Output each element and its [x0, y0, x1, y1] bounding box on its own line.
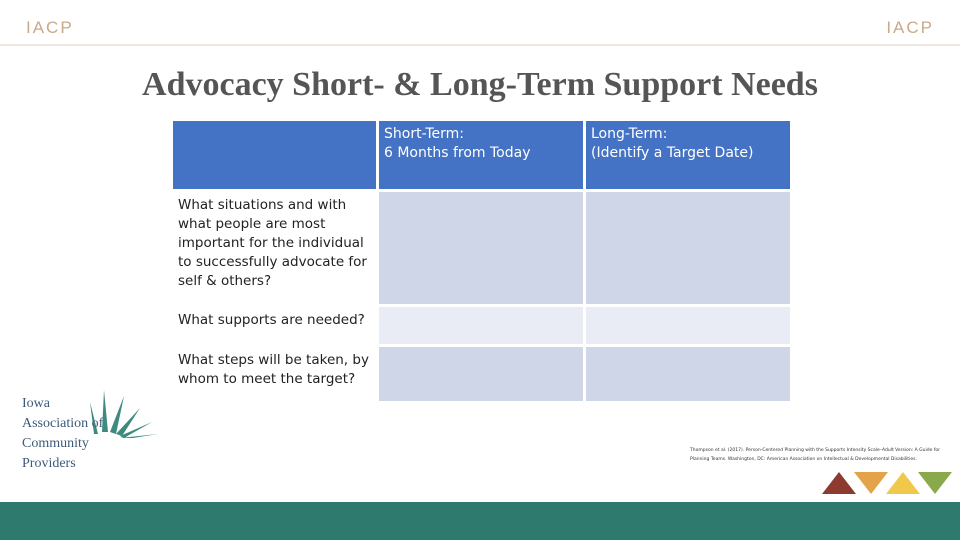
- table-header-row: [173, 121, 790, 189]
- header-long-term-text: Long-Term: (Identify a Target Date): [591, 126, 754, 161]
- citation-text: Thompson et al. (2017). Person-Centered Planning with the Supports Intensity Scale–Adult Version: A Guide for Planning Teams. Washington, DC: American Association on Intellectual & Developmental Disabilities.: [690, 448, 941, 462]
- long-term-cell[interactable]: [586, 347, 790, 401]
- short-term-cell[interactable]: [379, 192, 583, 304]
- row-label: What steps will be taken, by whom to meet the target?: [173, 347, 376, 401]
- short-term-cell[interactable]: [379, 307, 583, 344]
- brand-wordmark-left: IACP: [26, 18, 74, 37]
- header-short-term-text: Short-Term: 6 Months from Today: [384, 126, 531, 161]
- slide-title: Advocacy Short- & Long-Term Support Needs: [142, 66, 818, 103]
- logo-wordmark: [22, 392, 103, 474]
- header-cell-long-term: [586, 121, 790, 189]
- triangle-mark: [854, 472, 888, 494]
- logo-line: Community: [22, 436, 89, 451]
- footer-bar: [0, 502, 960, 540]
- table-row: [173, 307, 790, 344]
- logo-line: Iowa: [22, 396, 50, 411]
- logo-line: Association of: [22, 416, 104, 431]
- top-divider: [0, 44, 960, 46]
- long-term-cell[interactable]: [586, 192, 790, 304]
- triangle-mark: [822, 472, 856, 494]
- decorative-triangles: [822, 470, 952, 496]
- brand-wordmark-right: IACP: [886, 18, 934, 37]
- triangle-mark: [918, 472, 952, 494]
- table-row: [173, 192, 790, 304]
- triangle-mark: [886, 472, 920, 494]
- row-label: What situations and with what people are most important for the individual to successfully advocate for self & others?: [173, 192, 376, 304]
- short-term-cell[interactable]: [379, 347, 583, 401]
- header-cell-blank: [173, 121, 376, 189]
- logo-line: Providers: [22, 456, 76, 471]
- header-cell-short-term: [379, 121, 583, 189]
- long-term-cell[interactable]: [586, 307, 790, 344]
- iacp-logo: [22, 382, 162, 472]
- support-needs-table: [170, 118, 793, 404]
- row-label: What supports are needed?: [173, 307, 376, 344]
- table-row: [173, 347, 790, 401]
